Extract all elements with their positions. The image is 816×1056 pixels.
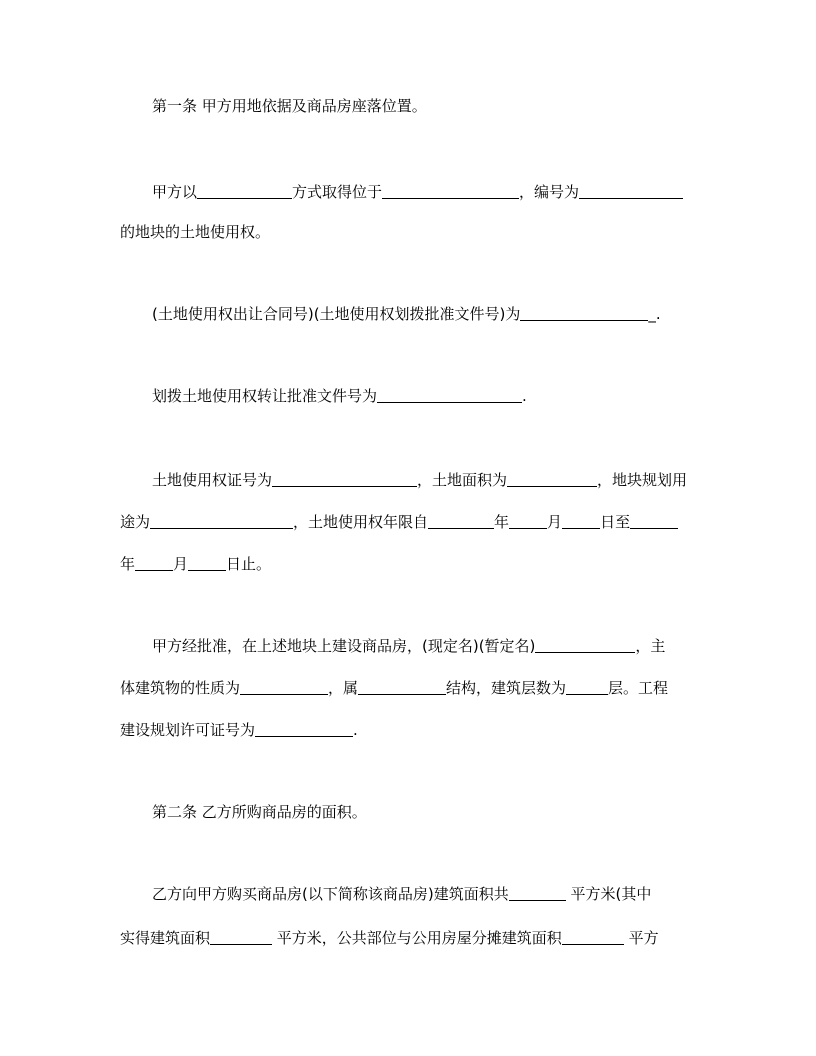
text: 体建筑物的性质为 xyxy=(120,679,241,697)
text: (土地使用权出让合同号)(土地使用权划拨批准文件号)为 xyxy=(152,305,521,323)
text: 实得建筑面积 xyxy=(120,929,211,947)
text: 层。工程 xyxy=(608,679,669,697)
paragraph-land-certificate-line-2 xyxy=(120,512,678,532)
text: 乙方向甲方购买商品房(以下简称该商品房)建筑面积共 xyxy=(152,885,509,903)
text: 划拨土地使用权转让批准文件号为 xyxy=(152,387,378,405)
paragraph-building-approval-line-1 xyxy=(152,636,665,656)
text: 方式取得位于 xyxy=(292,183,383,201)
paragraph-area-line-1 xyxy=(152,884,651,904)
text: 土地使用权证号为 xyxy=(152,471,273,489)
paragraph-land-acquisition-line-2: 的地块的土地使用权。 xyxy=(120,223,271,241)
text: 甲方以 xyxy=(152,183,198,201)
blank-field xyxy=(272,471,417,487)
blank-field xyxy=(566,679,608,695)
text: ，属 xyxy=(328,679,359,697)
text: 日至 xyxy=(600,513,631,531)
blank-field xyxy=(428,513,494,529)
text: 日止。 xyxy=(226,555,272,573)
paragraph-transfer-approval xyxy=(152,386,527,406)
blank-field xyxy=(509,885,566,901)
blank-field xyxy=(630,513,678,529)
blank-field xyxy=(377,387,522,403)
text: 月 xyxy=(173,555,189,573)
blank-field xyxy=(188,555,226,571)
blank-field xyxy=(255,721,353,737)
paragraph-contract-number xyxy=(152,304,661,324)
article-1-title: 第一条 甲方用地依据及商品房座落位置。 xyxy=(152,97,427,115)
blank-field xyxy=(520,305,648,321)
text: 年 xyxy=(494,513,510,531)
text: ，地块规划用 xyxy=(597,471,688,489)
text: ，土地面积为 xyxy=(417,471,508,489)
text: . xyxy=(522,387,527,405)
text: . xyxy=(353,721,358,739)
text: 建设规划许可证号为 xyxy=(120,721,256,739)
blank-field xyxy=(240,679,328,695)
blank-field xyxy=(150,513,293,529)
article-2-title: 第二条 乙方所购商品房的面积。 xyxy=(152,803,367,821)
blank-field xyxy=(135,555,173,571)
blank-field xyxy=(535,637,635,653)
blank-field xyxy=(562,513,600,529)
text: 平方米(其中 xyxy=(565,885,652,903)
paragraph-building-approval-line-3 xyxy=(120,720,358,740)
blank-field xyxy=(509,513,547,529)
text: 平方米，公共部位与公用房屋分摊建筑面积 xyxy=(272,929,562,947)
text: 结构，建筑层数为 xyxy=(446,679,567,697)
paragraph-building-approval-line-2 xyxy=(120,678,668,698)
text: 平方 xyxy=(623,929,659,947)
blank-field xyxy=(507,471,597,487)
paragraph-land-certificate-line-3 xyxy=(120,554,271,574)
text: 甲方经批准，在上述地块上建设商品房，(现定名)(暂定名) xyxy=(152,637,536,655)
blank-field xyxy=(197,183,292,199)
paragraph-land-acquisition-line-1 xyxy=(152,182,683,202)
blank-field xyxy=(358,679,446,695)
text: ，主 xyxy=(635,637,666,655)
text: ，土地使用权年限自 xyxy=(293,513,429,531)
blank-field xyxy=(382,183,519,199)
text: 月 xyxy=(547,513,563,531)
paragraph-land-certificate-line-1 xyxy=(152,470,687,490)
text: 途为 xyxy=(120,513,151,531)
blank-field xyxy=(562,929,624,945)
blank-field xyxy=(210,929,272,945)
text: 年 xyxy=(120,555,136,573)
blank-field xyxy=(579,183,683,199)
text: _. xyxy=(648,305,661,323)
paragraph-area-line-2 xyxy=(120,928,659,948)
text: ，编号为 xyxy=(519,183,580,201)
